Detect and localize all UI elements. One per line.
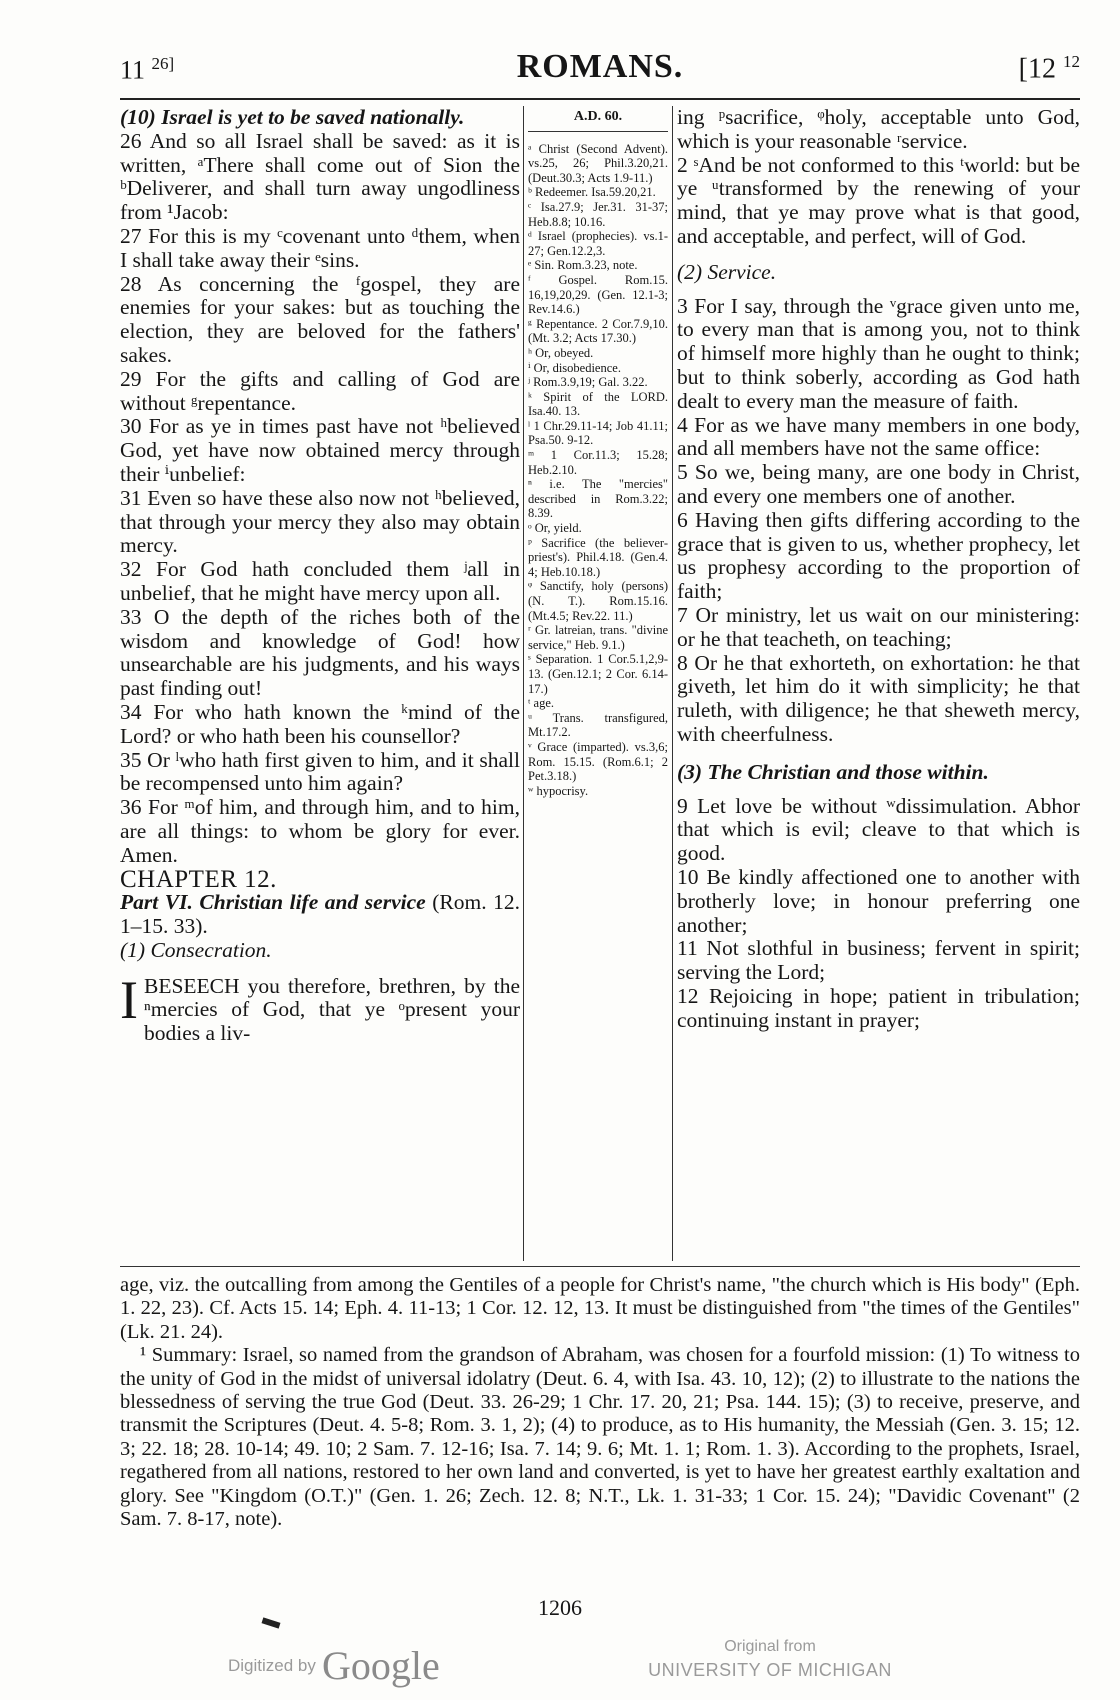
cross-reference: ʳ Gr. latreian, trans. "divine service," Heb. 9.1.) xyxy=(528,623,668,652)
verse: 2 ˢAnd be not conformed to this ᵗworld: but be ye ᵘtransformed by the renewing of your mind, that ye may prove what is that good, and acceptable, and perfect, will of God. xyxy=(677,152,1080,248)
right-text-column xyxy=(677,106,1080,1032)
cross-reference: ᵍ Repentance. 2 Cor.7.9,10. (Mt. 3.2; Acts 17.30.) xyxy=(528,316,668,346)
verse: 35 Or ˡwho hath first given to him, and it shall be recompensed unto him again? xyxy=(120,747,520,796)
part-reference: (Rom. 12. 1–15. 33). xyxy=(120,890,521,939)
cross-reference: ᶜ Isa.27.9; Jer.31. 31-37; Heb.8.8; 10.16. xyxy=(528,199,668,229)
right-verses-a xyxy=(677,106,1080,249)
verse: 33 O the depth of the riches both of the wisdom and knowledge of God! how unsearchable are his judgments, and his ways past finding out! xyxy=(120,604,520,701)
subsection-consecration: (1) Consecration. xyxy=(120,937,272,962)
cross-reference: ᵖ Sacrifice (the believer-priest's). Phil.4.18. (Gen.4. 4; Heb.10.18.) xyxy=(528,535,668,579)
verse: ing ᵖsacrifice, ᵠholy, acceptable unto God, which is your reasonable ʳservice. xyxy=(677,105,1080,153)
page-number: 1206 xyxy=(538,1595,582,1620)
cross-reference: ᵗ age. xyxy=(528,696,554,711)
header-right-reference xyxy=(1019,52,1080,85)
library-label: UNIVERSITY OF MICHIGAN xyxy=(648,1660,892,1680)
column-divider-left xyxy=(523,106,524,1261)
cross-reference: ⁱ Or, disobedience. xyxy=(528,360,621,375)
header-left-verse: 26] xyxy=(151,54,175,73)
verse: 6 Having then gifts differing according to the grace that is given to us, whether prophecy, let us prophesy according to the proportion of faith; xyxy=(677,507,1080,604)
verse: 11 Not slothful in business; fervent in spirit; serving the Lord; xyxy=(677,936,1080,985)
verse: 30 For as ye in times past have not ʰbelieved God, yet have now obtained mercy through their ⁱunbelief: xyxy=(120,414,520,486)
verse: 10 Be kindly affectioned one to another with brotherly love; in honour preferring one another; xyxy=(677,864,1080,937)
drop-cap: I xyxy=(120,969,138,1030)
verse-12-1 xyxy=(120,969,520,1046)
right-verses-b xyxy=(677,295,1080,747)
cross-reference: ᵘ Trans. transfigured, Mt.17.2. xyxy=(528,710,668,740)
verse: 34 For who hath known the ᵏmind of the Lord? or who hath been his counsellor? xyxy=(120,699,520,748)
verse: 3 For I say, through the ᵛgrace given unto me, to every man that is among you, not to think of himself more highly than he ought to think; but to think soberly, according as God hath dealt to every man the measure of faith. xyxy=(677,293,1080,413)
header-right-verse: 12 xyxy=(1063,52,1080,71)
part-heading xyxy=(120,891,520,939)
cross-reference: ᵒ Or, yield. xyxy=(528,521,582,536)
footnote-continuation: age, viz. the outcalling from among the Gentiles of a people for Christ's name, "the church which is His body" (Eph. 1. 22, 23). Cf. Acts 15. 14; Eph. 4. 11-13; 1 Cor. 12. 12, 13. It must be distinguished from "the times of the Gentiles" (Lk. 21. 24). xyxy=(120,1274,1080,1343)
cross-reference: ʲ Rom.3.9,19; Gal. 3.22. xyxy=(528,375,648,390)
header-rule xyxy=(120,98,1080,100)
subsection-service: (2) Service. xyxy=(677,259,777,284)
chapter-heading: CHAPTER 12. xyxy=(120,865,277,893)
verse: 5 So we, being many, are one body in Christ, and every one members one of another. xyxy=(677,460,1080,508)
verse: 29 For the gifts and calling of God are without ᵍrepentance. xyxy=(120,366,520,415)
footnotes xyxy=(120,1274,1080,1531)
verse: 26 And so all Israel shall be saved: as it is written, ᵃThere shall come out of Sion the ᵇDeliverer, and shall turn away ungodliness from ¹Jacob: xyxy=(120,128,520,225)
section-heading: (10) Israel is yet to be saved nationally. xyxy=(120,105,465,129)
cross-reference: ᵉ Sin. Rom.3.23, note. xyxy=(528,258,638,273)
verse: 8 Or he that exhorteth, on exhortation: he that giveth, let him do it with simplicity; he that ruleth, with diligence; he that sheweth mercy, with cheerfulness. xyxy=(677,650,1080,746)
cross-reference: ᵠ Sanctify, holy (persons) (N. T.). Rom.15.16. (Mt.4.5; Rev.22. 11.) xyxy=(528,579,668,623)
left-verses xyxy=(120,130,520,868)
book-title: ROMANS. xyxy=(516,48,684,85)
verse: 36 For ᵐof him, and through him, and to him, are all things: to whom be glory for ever. Amen. xyxy=(120,795,520,867)
cross-reference: ᵇ Redeemer. Isa.59.20,21. xyxy=(528,185,656,200)
cross-reference: ˡ 1 Chr.29.11-14; Job 41.11; Psa.50. 9-12. xyxy=(528,418,668,448)
verse: 4 For as we have many members in one body, and all members have not the same office: xyxy=(677,412,1080,461)
verse: 12 Rejoicing in hope; patient in tribulation; continuing instant in prayer; xyxy=(677,983,1080,1032)
part-title: Part VI. Christian life and service xyxy=(120,890,426,915)
right-verses-c xyxy=(677,795,1080,1033)
digitized-by-label: Digitized by xyxy=(228,1656,316,1675)
original-from-label: Original from xyxy=(724,1638,816,1655)
reference-column xyxy=(528,106,668,798)
footnote-rule xyxy=(120,1266,1080,1267)
header-right-chapter: [12 xyxy=(1018,53,1056,85)
cross-references xyxy=(528,142,668,799)
cross-reference: ᵐ 1 Cor.11.3; 15.28; Heb.2.10. xyxy=(528,448,668,477)
left-text-column xyxy=(120,106,520,1046)
cross-reference: ᵏ Spirit of the LORD. Isa.40. 13. xyxy=(528,389,668,419)
cross-reference: ᶠ Gospel. Rom.15. 16,19,20,29. (Gen. 12.1-3; Rev.14.6.) xyxy=(528,272,668,317)
verse: 31 Even so have these also now not ʰbelieved, that through your mercy they also may obtain mercy. xyxy=(120,485,520,558)
verse: 7 Or ministry, let us wait on our ministering: or he that teacheth, on teaching; xyxy=(677,602,1080,651)
cross-reference: ᵛ Grace (imparted). vs.3,6; Rom. 15.15. (Rom.6.1; 2 Pet.3.18.) xyxy=(528,739,668,784)
page-header xyxy=(120,48,1080,94)
verse: 32 For God hath concluded them ʲall in unbelief, that he might have mercy upon all. xyxy=(120,557,520,605)
footnote-1: ¹ Summary: Israel, so named from the grandson of Abraham, was chosen for a fourfold mission: (1) To witness to the unity of God in the midst of universal idolatry (Deut. 6. 4, with Isa. 43. 10, 12); (2) to illustrate to the nations the blessedness of serving the true God (Deut. 33. 26-29; 1 Chr. 17. 20, 21; Psa. 144. 15); (3) to receive, preserve, and transmit the Scriptures (Deut. 4. 5-8; Rom. 3. 1, 2); (4) to produce, as to His humanity, the Messiah (Gen. 3. 15; 12. 3; 22. 18; 28. 10-14; 49. 10; 2 Sam. 7. 12-16; Isa. 7. 14; 9. 6; Mt. 1. 1; Rom. 1. 3). According to the prophets, Israel, regathered from all nations, restored to her own land and converted, is yet to have her greatest earthly exaltation and glory. See "Kingdom (O.T.)" (Gen. 1. 26; Zech. 12. 8; N.T., Lk. 1. 31-33; 1 Cor. 15. 24); "Davidic Covenant" (2 Sam. 7. 8-17, note). xyxy=(120,1344,1080,1531)
verse-12-1-text: BESEECH you therefore, brethren, by the ⁿmercies of God, that ye ᵒpresent your bodies a liv- xyxy=(143,973,520,1046)
verse: 27 For this is my ᶜcovenant unto ᵈthem, when I shall take away their ᵉsins. xyxy=(120,223,520,272)
column-divider-right xyxy=(672,106,673,1261)
cross-reference: ⁿ i.e. The "mercies" described in Rom.3.22; 8.39. xyxy=(528,477,668,521)
header-left-chapter: 11 xyxy=(120,55,146,85)
cross-reference: ʷ hypocrisy. xyxy=(528,783,589,798)
verse: 9 Let love be without ʷdissimulation. Abhor that which is evil; cleave to that which is good. xyxy=(677,793,1080,866)
cross-reference: ˢ Separation. 1 Cor.5.1,2,9-13. (Gen.12.1; 2 Cor. 6.14-17.) xyxy=(528,652,668,696)
cross-reference: ᵈ Israel (prophecies). vs.1-27; Gen.12.2,3. xyxy=(528,229,668,258)
cross-reference: ᵃ Christ (Second Advent). vs.25, 26; Phil.3.20,21. (Deut.30.3; Acts 1.9-11.) xyxy=(528,141,668,185)
google-logo: Google xyxy=(322,1643,440,1688)
date-label: A.D. 60. xyxy=(528,106,668,132)
cross-reference: ʰ Or, obeyed. xyxy=(528,345,594,360)
verse: 28 As concerning the ᶠgospel, they are enemies for your sakes: but as touching the election, they are beloved for the fathers' sakes. xyxy=(120,271,520,367)
subsection-christian: (3) The Christian and those within. xyxy=(677,759,989,784)
